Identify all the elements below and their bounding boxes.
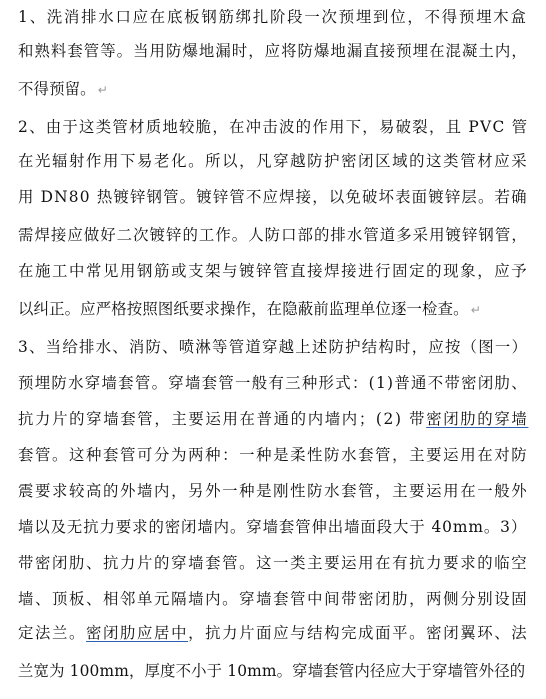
text-line — [18, 150, 528, 172]
text-segment: 墙、顶板、相邻单元隔墙内。穿墙套管中间带密闭肋，两侧分别设固 — [18, 590, 529, 608]
text-line — [18, 588, 528, 610]
underlined-text: 密闭肋应居中 — [86, 624, 189, 642]
text-segment: 以纠正。应严格按照图纸要求操作，在隐蔽前监理单位逐一检查。 — [18, 300, 469, 318]
text-segment: 带密闭肋、抗力片的穿墙套管。这一类主要运用在有抗力要求的临空 — [18, 554, 529, 572]
text-segment: 。这种套管可分为两种：一种是柔性防水套管，主要运用在对防 — [52, 446, 529, 464]
text-line — [18, 516, 527, 538]
text-line — [18, 444, 528, 466]
text-segment: 抗力片的穿墙套管，主要运用在普通的内墙内；(2) 带 — [18, 410, 427, 428]
text-line — [18, 116, 528, 138]
text-segment: 预埋防水穿墙套管。穿墙套管一般有三种形式：(1)普通不带密闭肋、 — [18, 374, 528, 392]
text-segment: 1、洗消排水口应在底板钢筋绑扎阶段一次预埋到位，不得预埋木盒 — [18, 8, 528, 26]
text-line — [18, 6, 528, 28]
text-segment: 在光辐射作用下易老化。所以，凡穿越防护密闭区域的这类管材应采 — [18, 152, 529, 170]
text-segment: 在施工中常见用钢筋或支架与镀锌管直接焊接进行固定的现象，应予 — [18, 262, 529, 280]
text-line — [18, 40, 528, 62]
text-segment: 兰宽为 100mm，厚度不小于 10mm。穿墙套管内径应大于穿墙管外径的 — [18, 662, 526, 680]
text-line — [18, 408, 528, 430]
text-segment: 不得预留。 — [18, 80, 96, 98]
text-segment: 定法兰。 — [18, 624, 87, 642]
text-segment: ，抗力片面应与结构完成面平。密闭翼环、法 — [188, 624, 529, 642]
text-line — [18, 224, 528, 246]
text-line — [18, 660, 525, 682]
text-line — [18, 260, 528, 282]
text-line — [18, 186, 528, 208]
text-segment: 和熟料套管等。当用防爆地漏时，应将防爆地漏直接预埋在混凝土内， — [18, 42, 528, 60]
text-segment: 套管 — [18, 446, 53, 464]
text-line — [18, 372, 528, 394]
text-line — [18, 622, 528, 644]
text-line — [18, 336, 528, 358]
text-line — [18, 480, 528, 502]
underlined-text: 密闭肋的穿墙 — [426, 410, 529, 428]
text-segment: 墙以及无抗力要求的密闭墙内。穿墙套管伸出墙面段大于 40mm。3） — [18, 518, 528, 536]
text-segment: 需焊接应做好二次镀锌的工作。人防口部的排水管道多采用镀锌钢管， — [18, 226, 528, 244]
text-line — [18, 78, 108, 100]
text-segment: 3、当给排水、消防、喷淋等管道穿越上述防护结构时，应按（图一） — [18, 338, 529, 356]
text-line — [18, 298, 481, 320]
text-segment: 震要求较高的外墙内，另外一种是刚性防水套管，主要运用在一般外 — [18, 482, 529, 500]
paragraph-mark-icon: ↵ — [470, 303, 481, 317]
text-line — [18, 552, 528, 574]
paragraph-mark-icon: ↵ — [97, 83, 108, 97]
text-segment: 2、由于这类管材质地较脆，在冲击波的作用下，易破裂，且 PVC 管 — [18, 118, 529, 136]
text-segment: 用 DN80 热镀锌钢管。镀锌管不应焊接，以免破坏表面镀锌层。若确 — [18, 188, 528, 206]
